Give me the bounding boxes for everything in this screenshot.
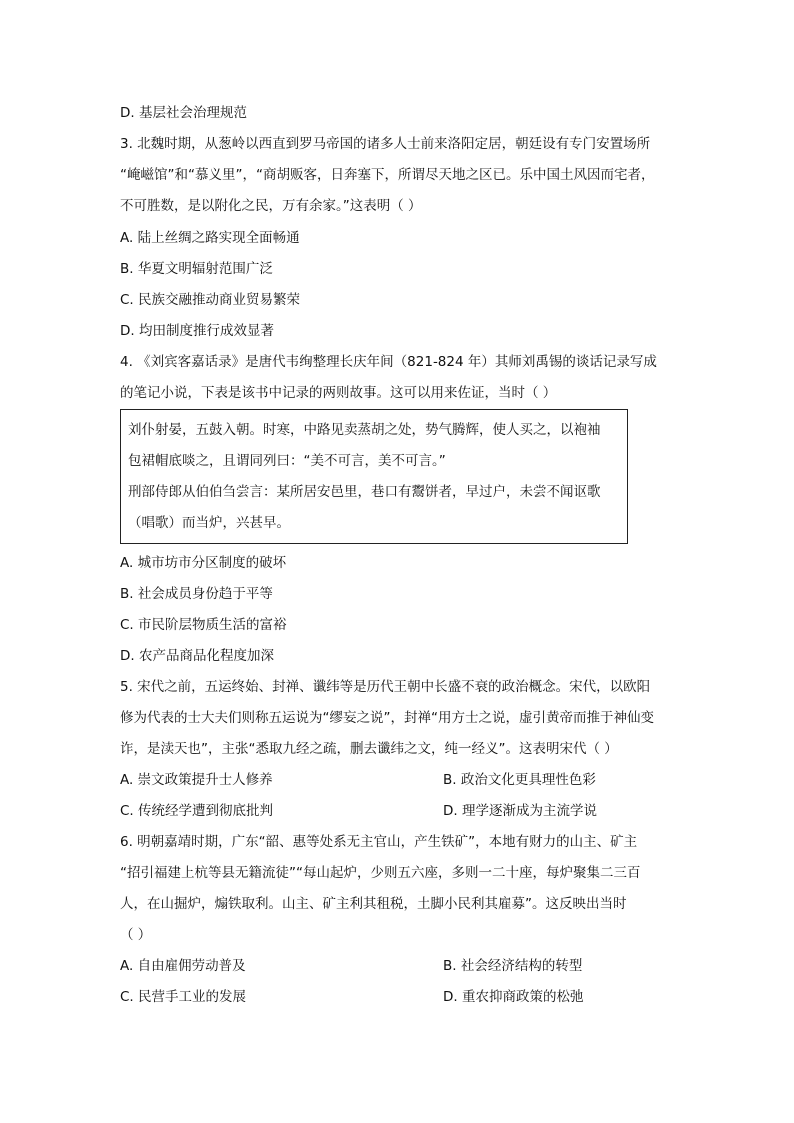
q4-stem-line-2: 的笔记小说，下表是该书中记录的两则故事。这可以用来佐证，当时（ ） bbox=[120, 385, 557, 401]
q4-stem-line-1: 4. 《刘宾客嘉话录》是唐代韦绚整理长庆年间（821-824 年）其师刘禹锡的谈话记录写成 bbox=[120, 354, 657, 370]
q2-option-d: D. 基层社会治理规范 bbox=[120, 105, 247, 121]
q3-stem-line-3: 不可胜数，是以附化之民，万有余家。”这表明（ ） bbox=[120, 198, 422, 214]
q6-option-b: B. 社会经济结构的转型 bbox=[443, 958, 583, 974]
q3-stem-line-2: “崦嵫馆”和“慕义里”，“商胡贩客，日奔塞下，所谓尽天地之区已。乐中国土风因而宅者， bbox=[120, 167, 655, 183]
q4-option-c: C. 市民阶层物质生活的富裕 bbox=[120, 617, 287, 633]
q5-option-c: C. 传统经学遭到彻底批判 bbox=[120, 803, 274, 819]
q3-option-a: A. 陆上丝绸之路实现全面畅通 bbox=[120, 230, 300, 246]
q5-option-d: D. 理学逐渐成为主流学说 bbox=[443, 803, 597, 819]
q6-stem-line-2: “招引福建上杭等县无籍流徒”“每山起炉，少则五六座，多则一二十座，每炉聚集二三百 bbox=[120, 865, 641, 881]
q5-option-a: A. 崇文政策提升士人修养 bbox=[120, 772, 273, 788]
q4-option-b: B. 社会成员身份趋于平等 bbox=[120, 586, 273, 602]
q4-quote-line-1: 刘仆射晏，五鼓入朝。时寒，中路见卖蒸胡之处，势气腾辉，使人买之，以袍袖 bbox=[128, 422, 601, 438]
q6-stem-line-3: 人，在山掘炉，煽铁取利。山主、矿主利其租税，土脚小民利其雇募”。这反映出当时 bbox=[120, 896, 627, 912]
q6-stem-line-1: 6. 明朝嘉靖时期，广东“韶、惠等处系无主官山，产生铁矿”，本地有财力的山主、矿主 bbox=[120, 834, 638, 850]
q6-option-c: C. 民营手工业的发展 bbox=[120, 989, 247, 1005]
q6-option-d: D. 重农抑商政策的松弛 bbox=[443, 989, 584, 1005]
q4-quote-line-2: 包裙帽底啖之，且谓同列曰：“美不可言，美不可言。” bbox=[128, 453, 446, 469]
q5-stem-line-3: 诈，是渎天也”，主张“悉取九经之疏，删去谶纬之文，纯一经义”。这表明宋代（ ） bbox=[120, 741, 618, 757]
q3-option-c: C. 民族交融推动商业贸易繁荣 bbox=[120, 292, 301, 308]
q4-quote-line-4: （唱歌）而当炉，兴甚早。 bbox=[128, 515, 290, 531]
q3-option-d: D. 均田制度推行成效显著 bbox=[120, 323, 274, 339]
q5-stem-line-2: 修为代表的士大夫们则称五运说为“缪妄之说”，封禅“用方士之说，虚引黄帝而推于神仙变 bbox=[120, 710, 654, 726]
q3-option-b: B. 华夏文明辐射范围广泛 bbox=[120, 261, 273, 277]
q6-option-a: A. 自由雇佣劳动普及 bbox=[120, 958, 246, 974]
q3-stem-line-1: 3. 北魏时期，从葱岭以西直到罗马帝国的诸多人士前来洛阳定居，朝廷设有专门安置场所 bbox=[120, 136, 651, 152]
q4-quote-line-3: 刑部侍郎从伯伯刍尝言：某所居安邑里，巷口有鬻饼者，早过户，未尝不闻讴歌 bbox=[128, 484, 601, 500]
q5-option-b: B. 政治文化更具理性色彩 bbox=[443, 772, 596, 788]
q6-stem-line-4: （ ） bbox=[120, 927, 152, 943]
q4-option-a: A. 城市坊市分区制度的破坏 bbox=[120, 555, 287, 571]
q5-stem-line-1: 5. 宋代之前，五运终始、封禅、谶纬等是历代王朝中长盛不衰的政治概念。宋代，以欧阳 bbox=[120, 679, 651, 695]
q4-option-d: D. 农产品商品化程度加深 bbox=[120, 648, 274, 664]
